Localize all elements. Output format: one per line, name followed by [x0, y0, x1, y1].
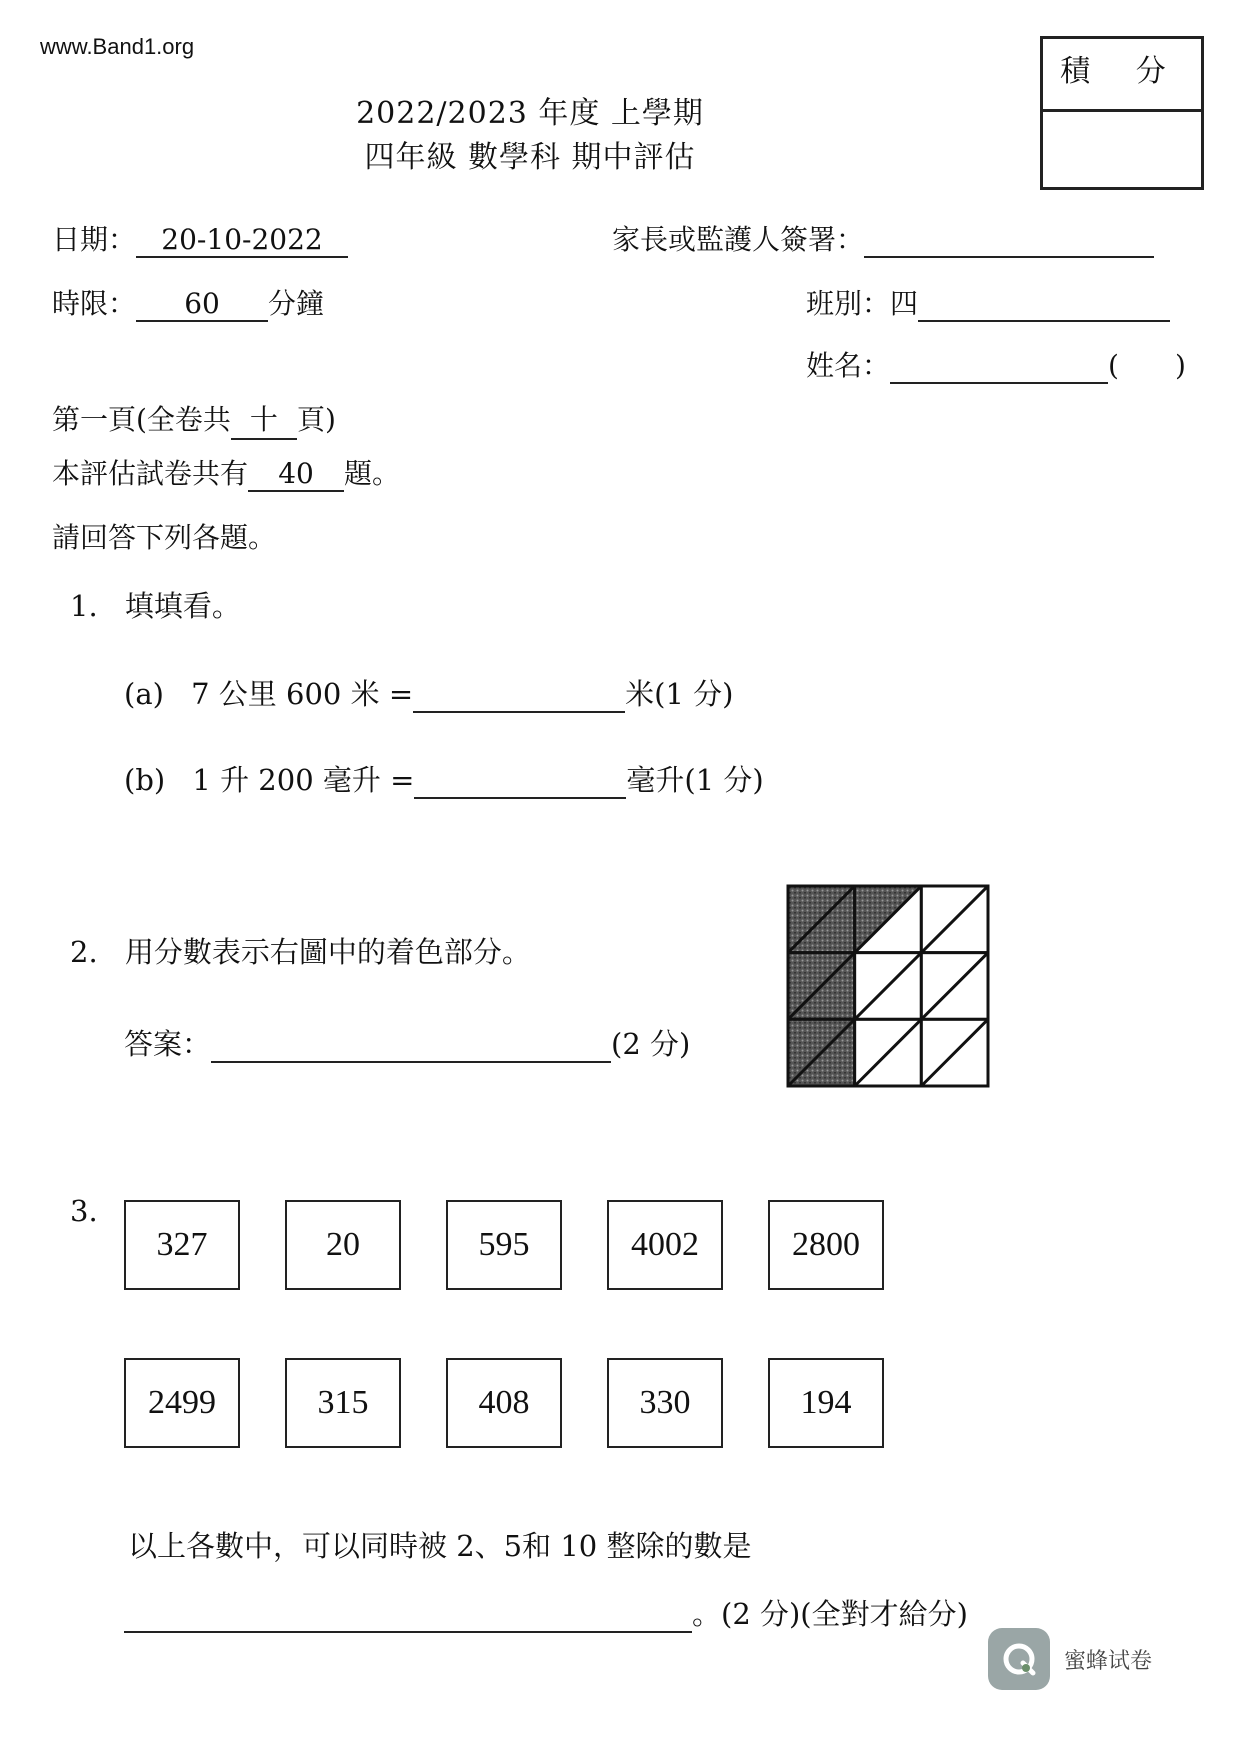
- watermark-text: 蜜蜂试卷: [1064, 1648, 1153, 1674]
- question-2-marks: (2 分): [611, 1027, 691, 1061]
- number-box: 315: [285, 1358, 401, 1448]
- page-info: [52, 398, 336, 440]
- number-box: 327: [124, 1200, 240, 1290]
- question-1-heading: [70, 584, 241, 625]
- time-label: 時限：: [52, 287, 137, 320]
- number-box: 595: [446, 1200, 562, 1290]
- parent-signature-field[interactable]: [864, 223, 1154, 258]
- question-1b-text: 1 升 200 毫升 =: [192, 763, 415, 797]
- question-count-value: 40: [248, 457, 344, 492]
- site-url[interactable]: www.Band1.org: [40, 34, 195, 59]
- exam-title-subject: 四年級 數學科 期中評估: [364, 140, 696, 175]
- number-box: 2499: [124, 1358, 240, 1448]
- question-3-number: 3.: [70, 1194, 98, 1228]
- class-value: 四: [890, 287, 919, 320]
- question-1b: [124, 758, 764, 799]
- instruction: 請回答下列各題。: [52, 521, 277, 554]
- parent-signature-label: 家長或監護人簽署：: [612, 223, 865, 256]
- question-2-heading: [70, 930, 531, 971]
- number-box: 2800: [768, 1200, 884, 1290]
- question-1b-unit: 毫升(1 分): [626, 763, 764, 797]
- question-3-answer-field[interactable]: [124, 1597, 692, 1633]
- question-1a-answer-field[interactable]: [413, 677, 625, 713]
- question-1a-label: (a): [124, 677, 164, 711]
- question-1a: [124, 672, 733, 713]
- question-1a-unit: 米(1 分): [625, 677, 734, 711]
- class-number-paren: ( ): [1108, 349, 1186, 382]
- bee-logo-icon: [988, 1628, 1050, 1690]
- question-count: [52, 452, 400, 492]
- page-info-suffix: 頁): [296, 403, 336, 436]
- date-label: 日期：: [52, 223, 137, 256]
- watermark: [988, 1628, 1152, 1690]
- question-1-number: 1.: [70, 589, 98, 623]
- number-box: 20: [285, 1200, 401, 1290]
- parent-signature-row: [612, 218, 1154, 258]
- score-label: 積 分: [1043, 39, 1201, 112]
- question-3-answer-row: [124, 1592, 968, 1633]
- question-3-marks: 。(2 分)(全對才給分): [692, 1597, 968, 1631]
- question-2-number: 2.: [70, 935, 98, 969]
- question-1-text: 填填看。: [124, 589, 241, 623]
- page-info-prefix: 第一頁(全卷共: [52, 403, 231, 436]
- date-value[interactable]: 20-10-2022: [136, 223, 348, 258]
- question-2-answer-field[interactable]: [211, 1027, 611, 1063]
- exam-title-year: 2022/2023 年度 上學期: [356, 96, 704, 131]
- class-row: [806, 282, 1170, 322]
- number-box: 4002: [607, 1200, 723, 1290]
- page-info-total: 十: [231, 398, 297, 440]
- question-count-suffix: 題。: [344, 457, 401, 490]
- time-value[interactable]: 60: [136, 287, 268, 322]
- question-1b-answer-field[interactable]: [414, 763, 626, 799]
- date-row: [52, 218, 348, 258]
- name-row: [806, 344, 1186, 384]
- shaded-grid-figure: [786, 884, 990, 1088]
- number-box: 408: [446, 1358, 562, 1448]
- time-unit: 分鐘: [268, 287, 325, 320]
- name-field[interactable]: [890, 349, 1108, 384]
- class-field[interactable]: [918, 287, 1170, 322]
- number-box: 330: [607, 1358, 723, 1448]
- time-row: [52, 282, 324, 322]
- question-count-prefix: 本評估試卷共有: [52, 457, 249, 490]
- score-box: [1040, 36, 1204, 190]
- name-label: 姓名：: [806, 349, 891, 382]
- question-1a-text: 7 公里 600 米 =: [191, 677, 414, 711]
- class-label: 班別：: [806, 287, 891, 320]
- question-3-text: 以上各數中，可以同時被 2、5和 10 整除的數是: [128, 1529, 752, 1563]
- question-1b-label: (b): [124, 763, 166, 797]
- number-box: 194: [768, 1358, 884, 1448]
- question-2-text: 用分數表示右圖中的着色部分。: [124, 935, 531, 969]
- question-2-answer-label: 答案：: [124, 1027, 212, 1061]
- question-2-answer-row: [124, 1022, 690, 1063]
